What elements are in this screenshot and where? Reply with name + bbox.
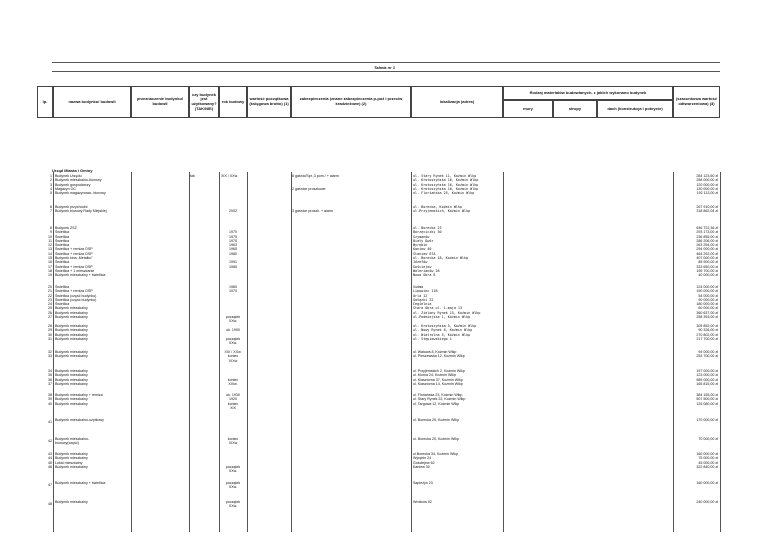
- block10-names: Budynek mieszkalno- biurowy(część): [55, 437, 90, 446]
- header-name: nazwa budynku/ budowli: [53, 86, 131, 118]
- block13-values: 240 000,00 zł: [696, 500, 718, 504]
- block3-year: 1970 1975 1975 1963 1965 1980 1991 1985: [229, 230, 237, 269]
- block12-names: Budynek mieszkalny + świetlica: [55, 481, 106, 485]
- grid-line: [189, 172, 190, 532]
- block1-names: Budynek Urzędu Budynek mieszkalno-biurowy Budynek gospodarczy Magazyn OC Budynek magazynowo- biurowy: [55, 174, 106, 196]
- block4-year: 1980 1970 początek XXw.: [225, 285, 241, 324]
- block11-year: początek XXw.: [225, 464, 241, 474]
- block7-location: ul. Przyjemskich 2, Koźmin Wlkp ul. Murna 24, Koźmin Wlkp ul. Klasztorna 37, Koźmin Wlkp ul. Klasztorna 14, Koźmin Wlkp: [413, 369, 465, 386]
- block7-lp: 34 35 36 37: [48, 369, 52, 386]
- block8-names: Budynek mieszkalny + remiza Budynek mieszkalny Budynek mieszkalny: [55, 393, 103, 406]
- block11-location: ul.Borecka 34, Koźmin Wlkp Wyrębin 24 Gościejew 62 Kaniew 30: [413, 452, 458, 469]
- header-materials-group: Rodzaj materiałów budowlanych, z jakich wykonano budynek: [503, 86, 673, 100]
- block3-values: 646 722,36 zł 293 173,00 zł 236 855,00 zł 286 206,00 zł 263 254,00 zł 294 000,00 zł 464 292,00 zł 407 000,00 zł 85 900,00 zł 333 650,00 zł 195 700,00 zł 40 000,00 zł: [696, 226, 718, 278]
- grid-line: [53, 172, 54, 532]
- block8-location: ul. Floriańska 23, Koźmin Wlkp ul. Stary Rynek 22, Koźmin Wlkp ul. Targowa 12, Koźmin Wlkp: [413, 393, 466, 406]
- block7-names: Budynek mieszkalny Budynek mieszkalny Budynek mieszkalny Budynek mieszkalny: [55, 369, 88, 386]
- block5-lp: 28 29 30 31: [48, 324, 52, 341]
- block12-location: Sapieżyn 23: [413, 481, 433, 485]
- block9-values: 170 000,00 zł: [696, 418, 718, 422]
- block10-values: 70 000,00 zł: [698, 437, 718, 441]
- block4-names: Świetlica Świetlica + remiza OSP Świetlica (część budynku) Świetlica (część budynku) Świetlica Budynek mieszkalny Budynek mieszkalny Budynek mieszkalny: [55, 285, 97, 320]
- header-estimated-value: (szacunkowa wartość odtworzeniowa) (3): [673, 86, 720, 118]
- block7-year: koniec XIXw.: [227, 377, 239, 386]
- header-initial-value: wartość początkowa (księgowa brutto) (1): [247, 86, 291, 118]
- block5-location: ul. Krotoszyńska 5, Koźmin Wlkp ul. Nowy Rynek 6, Koźmin Wlkp ul. Wiatrolna 5, Koźmin Wlkp ul. Stępiowskiego 1: [413, 324, 477, 341]
- block13-names: Budynek mieszkalny: [55, 500, 88, 504]
- header-purpose: przeznaczenie budynku/ budowli: [131, 86, 189, 118]
- block10-lp: 42: [48, 439, 52, 443]
- block2-location: ul. Borecka, Koźmin Wlkp ul.Przyjemskich, Koźmin Wlkp: [413, 205, 471, 214]
- block6-location: ul. Wałowa 8, Koźmin Wlkp ul. Pleszewska 12, Koźmin Wlkp: [413, 350, 465, 359]
- grid-line: [411, 172, 412, 532]
- header-year: rok budowy: [219, 86, 247, 118]
- block11-values: 160 000,00 zł 75 000,00 zł 45 000,00 zł 322 840,00 zł: [696, 452, 718, 469]
- grid-line: [720, 172, 721, 532]
- header-roof: dach (konstrukcja i pokrycie): [597, 100, 673, 118]
- grid-line: [247, 172, 248, 532]
- block1-location: ul. Stary Rynek 11, Koźmin Wlkp ul. Krotoszyńska 16, Koźmin Wlkp ul. Krotoszyńska 16, Koźmin Wlkp ul. Krotoszyńska 16, Koźmin Wlkp ul. Floriańska 25, Koźmin Wlkp: [413, 174, 479, 196]
- grid-line: [291, 172, 292, 532]
- table-caption: Tabela nr 1: [374, 65, 395, 70]
- block6-values: 94 000,00 zł 253 700,00 zł: [696, 350, 718, 359]
- block13-year: początek XXw.: [225, 500, 241, 509]
- block8-values: 384 155,00 zł 507 500,00 zł 125 080,00 zł: [696, 393, 718, 406]
- block1-values: 284 123,60 zł 258 000,00 zł 120 000,00 zł 130 000,00 zł 192 113,00 zł: [696, 174, 718, 196]
- caption-bottom-border: [52, 71, 720, 72]
- block8-lp: 38 39 40: [48, 393, 52, 406]
- block12-values: 160 000,00 zł: [696, 481, 718, 485]
- block3-lp: 8 9 10 11 12 13 14 15 16 17 18 19: [48, 226, 52, 278]
- block9-lp: 41: [48, 420, 52, 424]
- block1-lp: 1 2 3 4 5: [50, 174, 52, 196]
- block9-names: Budynek mieszkalno-użytkowy: [55, 418, 104, 422]
- block3-names: Budynek ZSZ Świetlica Świetlica Świetlica Świetlica Świetlica + remiza OSP Świetlica + remiza OSP Budynek kina „Metalko" Świetlica Świetlica + remiza OSP Świetlica + 1 mieszkanie Budynek mieszkalny + świetlica: [55, 226, 106, 278]
- block2-names: Budynek przychodni Budynek biurowy Rady Miejskiej: [55, 205, 107, 214]
- header-walls: mury: [503, 100, 553, 118]
- block7-values: 197 000,00 zł 123 000,00 zł 589 000,00 zł 165 815,00 zł: [696, 369, 718, 386]
- block1-year: XIX / XXw.: [221, 174, 238, 178]
- block2-lp: 6 7: [50, 205, 52, 214]
- block13-lp: 48: [48, 502, 52, 506]
- block9-location: ul. Borecka 25, Koźmin Wlkp: [413, 418, 459, 422]
- block4-lp: 20 21 22 23 24 25 26 27: [48, 285, 52, 320]
- block3-location: ul. Borecka 23 Borzęciczki 30 Szymanów Biały Dwór Wyrębin Kaniew 40 Staniew 67A ul. Borecka 18, Koźmin Wlkp Józefów Gościejew Walerianów 28 Nowa Obra 6: [413, 226, 469, 278]
- caption-top-border: [52, 62, 720, 63]
- header-lp: lp.: [37, 86, 53, 118]
- block5-names: Budynek mieszkalny Budynek mieszkalny Budynek mieszkalny Budynek mieszkalny: [55, 324, 88, 341]
- block12-year: początek XXw.: [225, 481, 241, 490]
- block5-year: ok. 1900 początek XXw.: [225, 328, 241, 346]
- block2-year: 2002: [229, 209, 237, 214]
- block11-lp: 43 44 45 46: [48, 452, 52, 469]
- block11-names: Budynek mieszkalny Budynek mieszkalny Lokal mieszkalny Budynek mieszkalny: [55, 452, 88, 469]
- section-title: Urząd Miasta i Gminy: [52, 168, 93, 173]
- block12-lp: 47: [48, 483, 52, 487]
- block5-values: 305 852,00 zł 90 326,00 zł 270 802,00 zł 217 700,00 zł: [696, 324, 718, 341]
- header-in-use: czy budynek jest użytkowany? (TAK/NIE): [189, 86, 219, 118]
- block1-security: 8 gaśnic/Spr.,3 pom./ + alarm 2 gaśnice proszkowe: [292, 174, 339, 191]
- block2-values: 267 910,00 zł 318 862,04 zł: [696, 205, 718, 214]
- block13-location: Wrotków 52: [413, 500, 432, 504]
- header-security: zabezpieczenia (znane zabezpieczenia p-poż i przeciw kradzieżowe) (2): [291, 86, 411, 118]
- header-location: lokalizacja (adres): [411, 86, 503, 118]
- block6-names: Budynek mieszkalny Budynek mieszkalny: [55, 350, 88, 359]
- block4-location: Sudma Lipowiec 11B Orla 12 Gałązki 22 Cegielnia Stara Obra ul. 1-maja 13 ul. Zielony Rynek 15, Koźmin Wlkp ul.Podmiejska 1, Koźmin Wlkp: [413, 285, 481, 320]
- header-ceilings: stropy: [553, 100, 597, 118]
- block10-location: ul. Borecka 20, Koźmin Wlkp: [413, 437, 459, 441]
- block6-year: XIX / XXw. koniec XIXw: [224, 350, 242, 363]
- grid-line: [503, 172, 504, 532]
- block4-values: 124 000,00 zł 190 000,00 zł 54 000,00 zł 90 000,00 zł 180 000,00 zł 60 000,00 zł 360 637,00 zł 258 393,00 zł: [696, 285, 718, 320]
- block2-security: 3 gaśnice proszk. + alarm: [292, 209, 334, 214]
- block1-in-use: tak: [190, 174, 195, 178]
- grid-line: [131, 172, 132, 532]
- block8-year: ok. 1930 1920 koniec XIX: [226, 393, 240, 410]
- block10-year: koniec XIXw: [227, 437, 239, 446]
- block6-lp: 32 33: [48, 350, 52, 359]
